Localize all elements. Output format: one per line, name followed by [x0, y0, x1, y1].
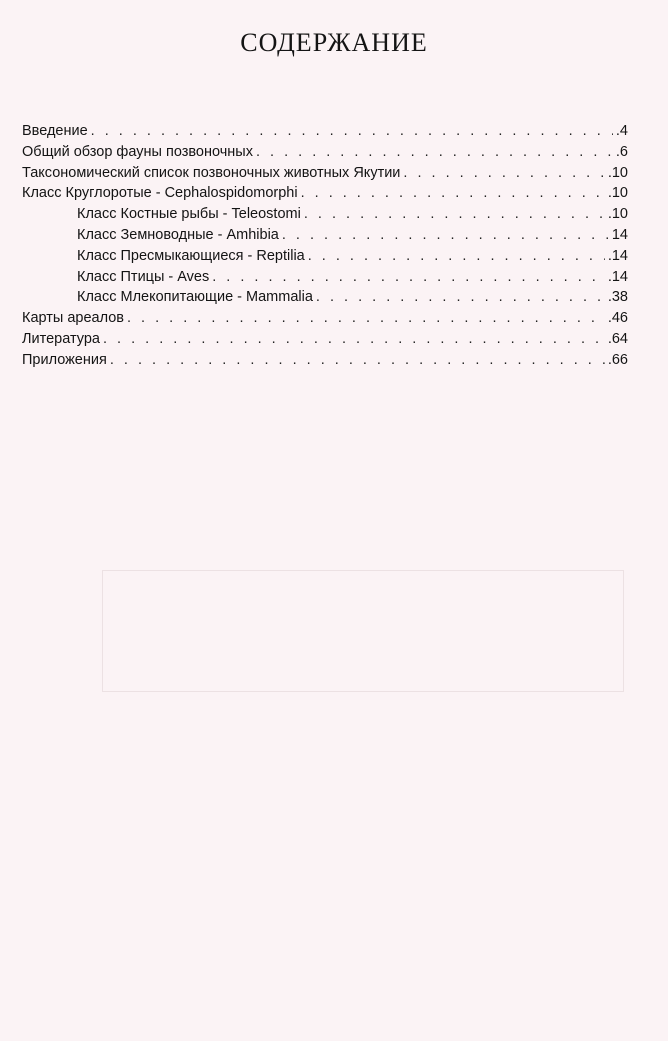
toc-entry: [22, 144, 628, 165]
dot-leader: [403, 165, 604, 181]
toc-entry: [22, 123, 628, 144]
toc-entry-page: .14: [607, 247, 628, 264]
toc-entry-page: 14: [611, 226, 628, 243]
toc-entry-page: .46: [607, 310, 628, 327]
toc-entry: [22, 185, 628, 206]
toc-entry-page: .6: [615, 143, 628, 160]
toc-subentry: [22, 269, 628, 290]
toc-entry-title: Приложения: [22, 351, 107, 368]
toc-entry-title: Класс Земноводные - Amhibia: [77, 226, 279, 243]
dot-leader: [103, 331, 605, 347]
toc-entry: [22, 352, 628, 373]
toc-entry-page: .4: [615, 123, 628, 139]
toc-entry: [22, 165, 628, 186]
bleed-through-box: [102, 570, 624, 692]
dot-leader: [91, 123, 613, 139]
page-title: СОДЕРЖАНИЕ: [240, 28, 428, 57]
toc-entry: [22, 310, 628, 331]
toc-entry-title: Класс Костные рыбы - Teleostomi: [77, 206, 301, 223]
toc-entry: [22, 331, 628, 352]
toc-entry-page: .14: [607, 268, 628, 285]
dot-leader: [110, 352, 605, 368]
toc-subentry: [22, 289, 628, 310]
dot-leader: [304, 206, 605, 222]
toc-entry-title: Введение: [22, 123, 88, 139]
dot-leader: [127, 310, 605, 326]
toc-entry-title: Класс Пресмыкающиеся - Reptilia: [77, 247, 305, 264]
toc-entry-title: Литература: [22, 330, 100, 347]
toc-entry-page: .66: [607, 351, 628, 368]
dot-leader: [256, 144, 613, 160]
dot-leader: [212, 269, 605, 285]
toc-entry-page: .10: [607, 164, 628, 181]
toc-subentry: [22, 248, 628, 269]
dot-leader: [316, 289, 605, 305]
dot-leader: [282, 227, 609, 243]
toc-entry-title: Карты ареалов: [22, 310, 124, 327]
table-of-contents: [22, 123, 628, 373]
toc-entry-page: .38: [607, 289, 628, 306]
toc-entry-page: .10: [607, 206, 628, 223]
toc-subentry: [22, 206, 628, 227]
toc-entry-title: Класс Млекопитающие - Mammalia: [77, 289, 313, 306]
toc-entry-page: .64: [607, 330, 628, 347]
toc-entry-title: Класс Круглоротые - Cephalospidomorphi: [22, 185, 298, 202]
toc-subentry: [22, 227, 628, 248]
dot-leader: [301, 185, 605, 201]
toc-entry-page: .10: [607, 185, 628, 202]
dot-leader: [308, 248, 605, 264]
toc-entry-title: Общий обзор фауны позвоночных: [22, 143, 253, 160]
toc-entry-title: Таксономический список позвоночных животных Якутии: [22, 164, 401, 181]
toc-entry-title: Класс Птицы - Aves: [77, 268, 210, 285]
